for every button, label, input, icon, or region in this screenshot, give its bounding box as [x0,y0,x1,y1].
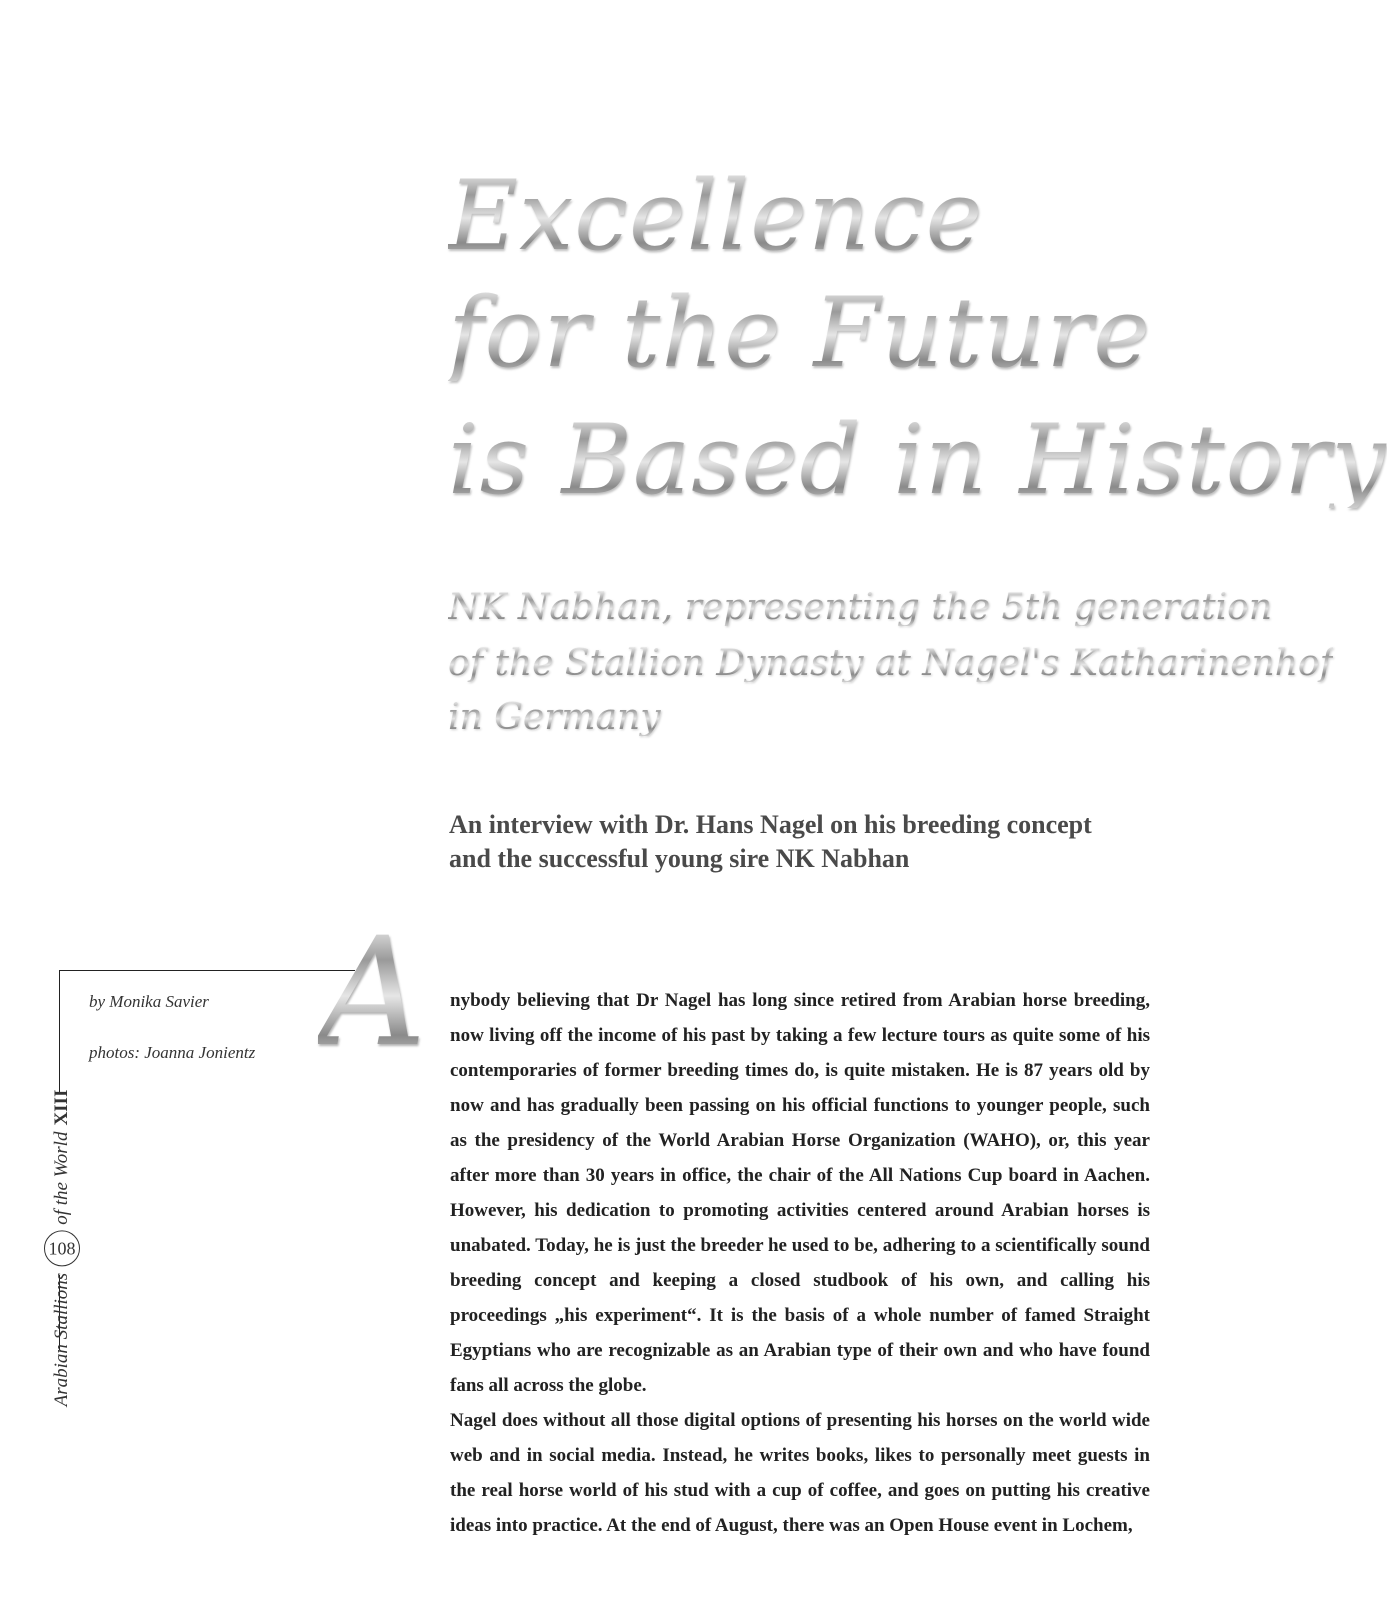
body-paragraph-1: nybody believing that Dr Nagel has long since retired from Arabian horse breeding, now living off the income of his past by taking a few lecture tours as quite some of his contemporaries of former breeding times do, is quite mistaken. He is 87 years old by now and has gradually been passing on his official functions to younger people, such as the presidency of the World Arabian Horse Organization (WAHO), or, this year after more than 30 years in office, the chair of the All Nations Cup board in Aachen. However, his dedication to promoting activities centered around Arabian horses is unabated. Today, he is just the breeder he used to be, adhering to a scientifically sound breeding concept and keeping a closed studbook of his own, and calling his proceedings „his experiment“. It is the basis of a whole number of famed Straight Egyptians who are recognizable as an Arabian type of their own and who have found fans all across the globe. [450,990,1150,1396]
folio [44,1090,80,1407]
magazine-name-part2: of the World [51,1131,72,1225]
credit-rule-vertical-top [59,970,60,1092]
body-paragraph-2: Nagel does without all those digital options of presenting his horses on the world wide web and in social media. Instead, he writes books, likes to personally meet guests in the real horse world of his stud with a cup of coffee, and goes on putting his creative ideas into practice. At the end of August, there was an Open House event in Lochem, [450,1410,1150,1536]
title-line-1: Excellence [448,160,984,272]
article-body [450,983,1150,1543]
subtitle-line-3: in Germany [448,697,661,738]
subtitle-line-1: NK Nabhan, representing the 5th generation [448,587,1273,628]
standfirst-line-2: and the successful young sire NK Nabhan [449,844,910,873]
title-line-3: is Based in History [448,404,1387,516]
drop-cap: A [318,906,427,1080]
subtitle-line-2: of the Stallion Dynasty at Nagel's Katharinenhof [448,643,1333,684]
magazine-name-part1: Arabian Stallions [51,1272,72,1407]
edition-numeral: XIII [51,1089,72,1126]
byline: by Monika Savier [89,992,209,1011]
standfirst-line-1: An interview with Dr. Hans Nagel on his breeding concept [449,810,1092,839]
photo-credit: photos: Joanna Jonientz [89,1043,256,1062]
credit-rule-horizontal [59,970,355,971]
title-line-2: for the Future [448,277,1152,389]
standfirst [449,808,1149,876]
page-number: 108 [44,1231,80,1267]
